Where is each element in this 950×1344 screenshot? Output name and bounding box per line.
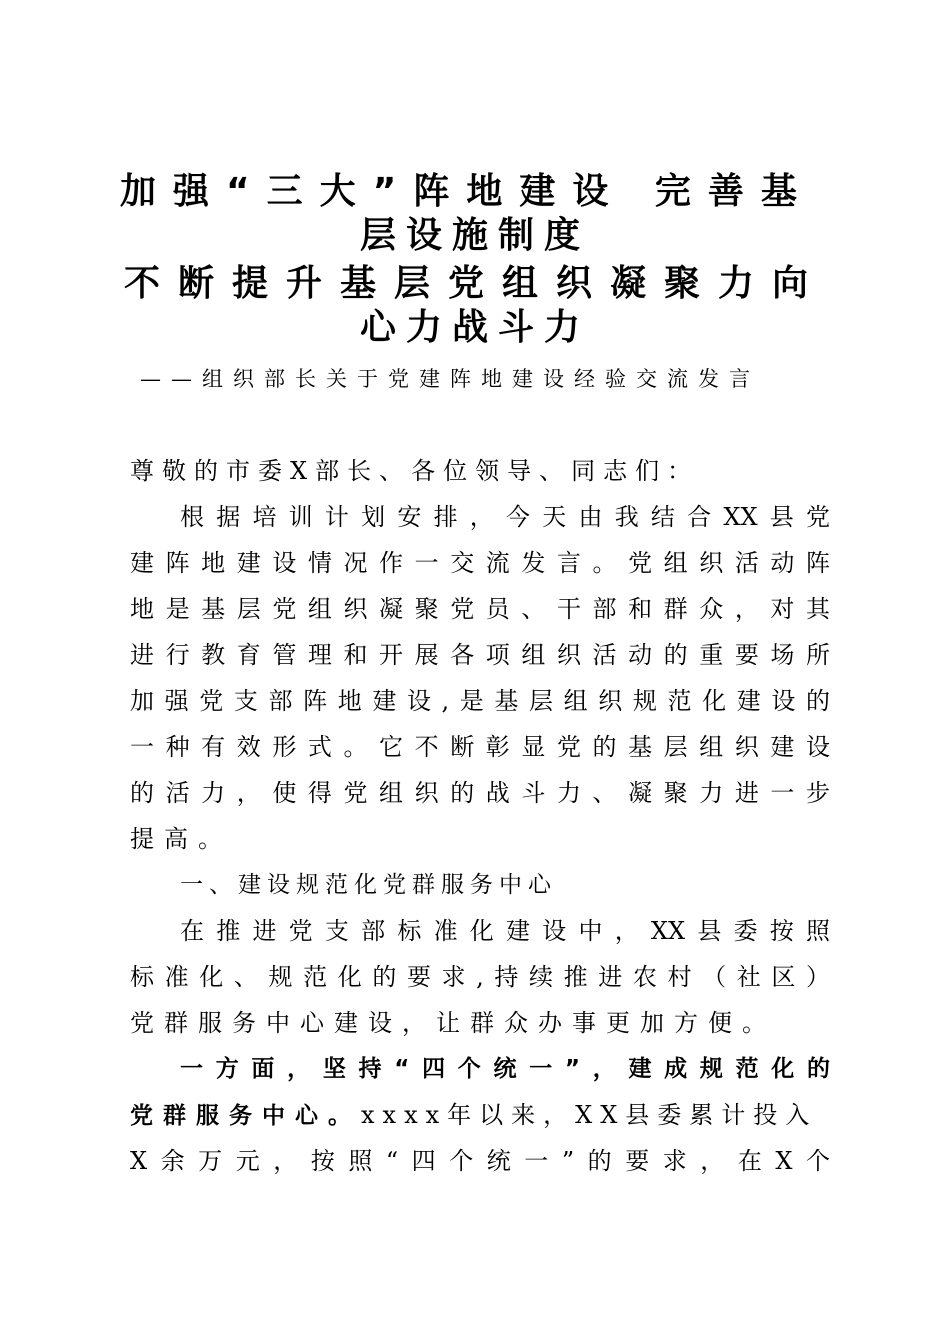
intro-line-1: 根据培训计划安排，今天由我结合XX县党: [180, 503, 830, 531]
title-line-1: 加强“三大”阵地建设 完善基: [120, 171, 814, 212]
subtitle: ——组织部长关于党建阵地建设经验交流发言: [140, 367, 760, 391]
intro-line-4: 进行教育管理和开展各项组织活动的重要场所: [130, 641, 830, 669]
title-line-2: 层设施制度: [359, 215, 590, 256]
intro-line-3: 地是基层党组织凝聚党员、干部和群众，对其: [130, 595, 830, 623]
intro-line-7: 的活力，使得党组织的战斗力、凝聚力进一步: [130, 779, 830, 807]
title-line-4: 心力战斗力: [359, 307, 590, 348]
section-1-line-1: 在推进党支部标准化建设中，XX县委按照: [180, 917, 830, 945]
section-1-line-3: 党群服务中心建设，让群众办事更加方便。: [130, 1009, 776, 1037]
point-1-line-2: [130, 1092, 830, 1138]
section-1-heading: 一、建设规范化党群服务中心: [180, 872, 557, 898]
intro-line-2: 建阵地建设情况作一交流发言。党组织活动阵: [130, 549, 830, 577]
point-1-bold-lead: 党群服务中心。: [130, 1103, 361, 1129]
intro-line-6: 一种有效形式。它不断彰显党的基层组织建设: [130, 733, 830, 761]
point-1-bold-line-1: 一方面，坚持“四个统一”，建成规范化的: [180, 1056, 830, 1082]
salutation: 尊敬的市委X部长、各位领导、同志们：: [130, 457, 700, 485]
intro-line-8: 提高。: [130, 825, 232, 853]
title-line-3: 不断提升基层党组织凝聚力向: [123, 263, 826, 304]
intro-line-5: 加强党支部阵地建设,是基层组织规范化建设的: [130, 687, 830, 715]
section-1-line-2: 标准化、规范化的要求,持续推进农村（社区）: [130, 963, 830, 991]
point-1-line-3: X余万元，按照“四个统一”的要求，在X个: [130, 1147, 830, 1175]
point-1-line-2-rest: xxxx年以来，XX县委累计投入: [361, 1101, 818, 1129]
